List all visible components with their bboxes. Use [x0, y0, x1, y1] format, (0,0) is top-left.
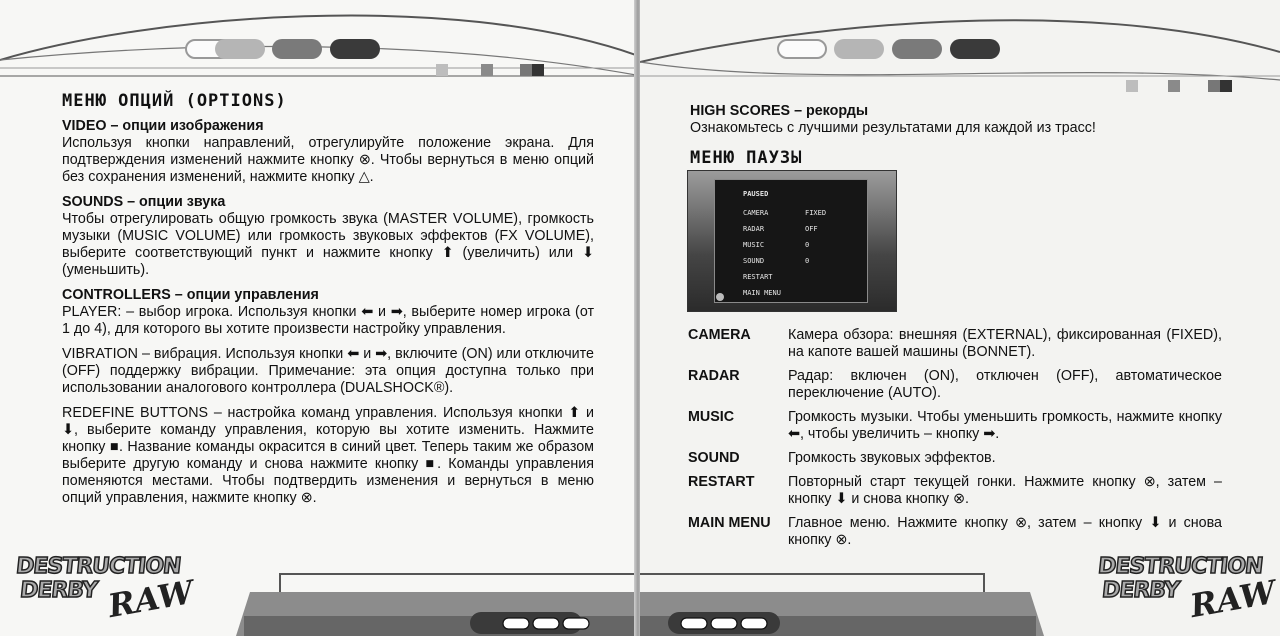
sound-row-value: 0	[805, 257, 810, 265]
option-desc: Повторный старт текущей гонки. Нажмите кнопку ⊗, затем – кнопку ⬇ и снова кнопку ⊗.	[788, 474, 1222, 507]
option-desc: Главное меню. Нажмите кнопку ⊗, затем – кнопку ⬇ и снова кнопку ⊗.	[788, 515, 1222, 548]
camera-row-value: FIXED	[805, 209, 827, 217]
high-scores-text: Ознакомьтесь с лучшими результатами для каждой из трасс!	[690, 120, 1096, 136]
camera-row-label: CAMERA	[743, 209, 769, 217]
destruction-derby-logo	[1096, 554, 1279, 630]
decor-square	[1126, 80, 1138, 92]
option-desc: Камера обзора: внешняя (EXTERNAL), фиксированная (FIXED), на капоте вашей машины (BONNET).	[788, 327, 1222, 360]
decor-square	[481, 64, 493, 76]
pause-menu-panel	[714, 179, 868, 303]
logo-line1: DESTRUCTION	[14, 554, 182, 579]
player-text: PLAYER: – выбор игрока. Используя кнопки ⬅ и ➡, выберите номер игрока (от 1 до 4), для которого вы хотите произвести настройку управления.	[62, 304, 594, 337]
paused-label: PAUSED	[743, 190, 769, 198]
decor-square	[532, 64, 544, 76]
high-scores-section	[690, 103, 1210, 141]
option-term: RADAR	[688, 368, 740, 384]
music-row-value: 0	[805, 241, 810, 249]
option-term: RESTART	[688, 474, 755, 490]
decor-pill-4	[330, 39, 380, 59]
option-row-camera	[688, 327, 1222, 361]
logo-line3: RAW	[105, 572, 197, 626]
left-page	[0, 0, 636, 636]
decor-pill-4	[950, 39, 1000, 59]
decor-pill-3	[272, 39, 322, 59]
logo-line2: DERBY	[18, 578, 99, 603]
sound-row-label: SOUND	[743, 257, 765, 265]
option-row-restart	[688, 474, 1222, 508]
logo-line3: RAW	[1187, 572, 1279, 626]
decor-pill-2	[215, 39, 265, 59]
logo-line2: DERBY	[1100, 578, 1181, 603]
main-menu-item: MAIN MENU	[743, 289, 781, 297]
option-desc: Громкость музыки. Чтобы уменьшить громкость, нажмите кнопку ⬅, чтобы увеличить – кнопку ➡.	[788, 409, 1222, 442]
redefine-buttons-text: REDEFINE BUTTONS – настройка команд управления. Используя кнопки ⬆ и ⬇, выберите команду управления, которую вы хотите изменить. Нажмите кнопку ■. Название команды окрасится в синий цвет. Теперь таким же образом выберите другую команду и снова нажмите кнопку ■. Команды управления поменяются местами. Чтобы подтвердить изменения и вернуться в меню опций управления, нажмите кнопку ⊗.	[62, 405, 594, 506]
option-term: MUSIC	[688, 409, 735, 425]
option-term: SOUND	[688, 450, 740, 466]
steering-wheel-icon	[716, 293, 724, 301]
decor-pill-1	[777, 39, 827, 59]
option-desc: Радар: включен (ON), отключен (OFF), автоматическое переключение (AUTO).	[788, 368, 1222, 401]
options-menu-heading: МЕНЮ ОПЦИЙ (OPTIONS)	[62, 91, 287, 111]
high-scores-title: HIGH SCORES – рекорды	[690, 103, 869, 119]
logo-line1: DESTRUCTION	[1096, 554, 1264, 579]
decor-pill-2	[834, 39, 884, 59]
option-term: MAIN MENU	[688, 515, 771, 531]
option-row-music	[688, 409, 1222, 443]
restart-item: RESTART	[743, 273, 773, 281]
controllers-title: CONTROLLERS – опции управления	[62, 287, 319, 303]
decor-square	[1208, 80, 1220, 92]
option-term: CAMERA	[688, 327, 751, 343]
decor-pill-3	[892, 39, 942, 59]
decor-square	[1168, 80, 1180, 92]
video-title: VIDEO – опции изображения	[62, 118, 264, 134]
option-desc: Громкость звуковых эффектов.	[788, 450, 996, 466]
radar-row-label: RADAR	[743, 225, 765, 233]
decor-square	[1220, 80, 1232, 92]
sounds-title: SOUNDS – опции звука	[62, 194, 226, 210]
sounds-text: Чтобы отрегулировать общую громкость звука (MASTER VOLUME), громкость музыки (MUSIC VOLUME) или громкость звуковых эффектов (FX VOLUME), выберите соответствующий пункт и нажмите кнопку ⬆ (увеличить) или ⬇ (уменьшить).	[62, 211, 594, 278]
option-row-sound	[688, 450, 1222, 467]
music-row-label: MUSIC	[743, 241, 765, 249]
radar-row-value: OFF	[805, 225, 818, 233]
pause-menu-screenshot	[687, 170, 897, 312]
pause-options-list	[688, 327, 1222, 556]
option-row-radar	[688, 368, 1222, 402]
vibration-text: VIBRATION – вибрация. Используя кнопки ⬅ и ➡, включите (ON) или отключите (OFF) поддержку вибрации. Примечание: эта опция доступна только при использовании аналогового контроллера (DUALSHOCK®).	[62, 346, 594, 396]
options-content	[62, 118, 594, 511]
decor-square	[436, 64, 448, 76]
destruction-derby-logo	[14, 554, 197, 630]
option-row-main-menu	[688, 515, 1222, 549]
pause-menu-heading: МЕНЮ ПАУЗЫ	[690, 148, 803, 168]
video-text: Используя кнопки направлений, отрегулируйте положение экрана. Для подтверждения изменений нажмите кнопку ⊗. Чтобы вернуться в меню опций без сохранения изменений, нажмите кнопку △.	[62, 135, 594, 185]
decor-square	[520, 64, 532, 76]
